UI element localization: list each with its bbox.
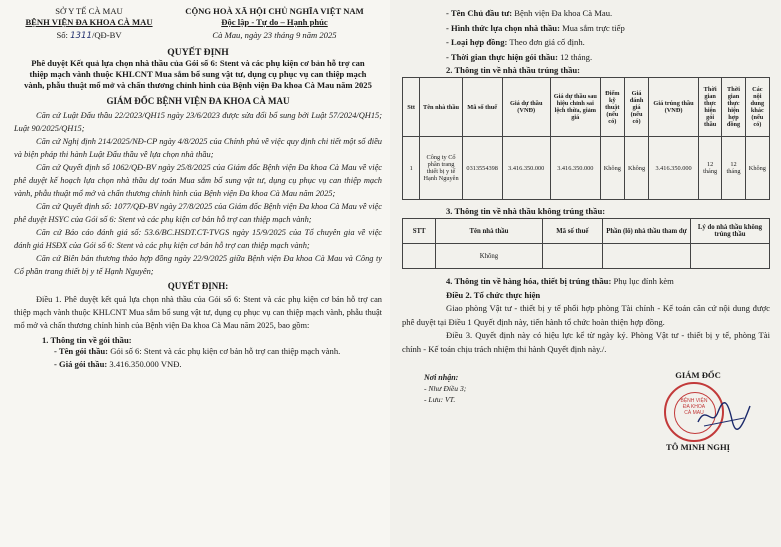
signer-name: TÔ MINH NGHỊ <box>666 442 730 452</box>
document-subject: Phê duyệt Kết quả lựa chọn nhà thầu của Gói số 6: Stent và các phụ kiện cơ bản hỗ trợ can thiệp mạch vành thuộc KHLCNT Mua sắm bổ sung vật tư, dụng cụ phục vụ can thiệp mạch vành, phẫu thuật mổ mở và chấn thương chỉnh hình của Bệnh viện Đa khoa Cà Mau năm 2025 <box>24 58 372 90</box>
cell-adjusted-price: 3.416.350.000 <box>550 137 600 200</box>
package-price-value: 3.416.350.000 VNĐ. <box>109 359 182 369</box>
section-4-value: Phụ lục đính kèm <box>613 276 674 286</box>
duration-value: 12 tháng. <box>560 51 593 62</box>
cell-bidder-name: Công ty Cổ phần trang thiết bị y tế Hạnh Nguyên <box>420 137 462 200</box>
winning-bidder-table <box>402 77 770 200</box>
owner-value: Bệnh viện Đa khoa Cà Mau. <box>514 8 613 18</box>
cell-lot <box>603 244 691 269</box>
th-stt: Stt <box>403 78 420 137</box>
table-row <box>403 244 770 269</box>
owner-row <box>446 6 770 21</box>
parent-agency: SỞ Y TẾ CÀ MAU <box>55 6 123 16</box>
section-4-label: 4. Thông tin về hàng hóa, thiết bị trúng thầu: <box>446 276 612 286</box>
hospital-name: BỆNH VIỆN ĐA KHOA CÀ MAU <box>25 17 153 27</box>
handwritten-signature <box>694 398 754 432</box>
country-name: CỘNG HOÀ XÃ HỘI CHỦ NGHĨA VIỆT NAM <box>185 6 364 16</box>
decision-heading: QUYẾT ĐỊNH: <box>167 281 229 291</box>
table-row <box>403 137 770 200</box>
legal-basis-5: Căn cứ Báo cáo đánh giá số: 53.6/BC.HSDT.CT-TVGS ngày 15/9/2025 của Tổ chuyên gia về việc đánh giá HSĐX của Gói số 6: Stent và các phụ kiện cơ bản hỗ trợ can thiệp mạch vành; <box>14 228 382 250</box>
package-name-value: Gói số 6: Stent và các phụ kiện cơ bản hỗ trợ can thiệp mạch vành. <box>110 346 341 356</box>
th-lot: Phần (lô) nhà thầu tham dự <box>603 219 691 244</box>
th-tax-code: Mã số thuế <box>462 78 502 137</box>
th-bid-price: Giá dự thầu (VNĐ) <box>502 78 550 137</box>
signer-title: GIÁM ĐỐC <box>675 370 721 380</box>
article-2-heading: Điều 2. Tổ chức thực hiện <box>446 289 541 300</box>
table-header-row <box>403 78 770 137</box>
cell-stt: 1 <box>403 137 420 200</box>
cell-bid-price: 3.416.350.000 <box>502 137 550 200</box>
contract-value: Theo đơn giá cố định. <box>509 37 585 47</box>
th-contract-duration: Thời gian thực hiện hợp đồng <box>722 78 745 137</box>
th-tax-code: Mã số thuế <box>542 219 602 244</box>
cell-evaluated-price: Không <box>624 137 648 200</box>
contract-row <box>446 35 770 50</box>
number-prefix: Số: <box>56 30 68 40</box>
legal-basis-2: Căn cứ Nghị định 214/2025/NĐ-CP ngày 4/8/2025 của Chính phủ về việc quy định chi tiết một số điều và biện pháp thi hành Luật Đấu thầu về lựa chọn nhà thầu; <box>14 137 382 159</box>
cell-bidder-name: Không <box>436 244 542 269</box>
cell-contract-duration: 12 tháng <box>722 137 745 200</box>
recipient-item: - Lưu: VT. <box>424 395 456 404</box>
left-page <box>0 0 390 547</box>
stamp-line: ĐA KHOA <box>682 404 706 410</box>
agency-block <box>14 6 164 28</box>
article-1: Điều 1. Phê duyệt kết quả lựa chọn nhà thầu của Gói số 6: Stent và các phụ kiện cơ bản hỗ trợ can thiệp mạch vành thuộc KHLCNT Mua sắm bổ sung vật tư, dụng cụ phục vụ can thiệp mạch vành, phẫu thuật mổ mở và chấn thương chỉnh hình của Bệnh viện Đa khoa Cà Mau năm 2025, bao gồm: <box>14 295 382 330</box>
legal-basis-6: Căn cứ Biên bản thương thảo hợp đồng ngày 22/9/2025 giữa Bệnh viện Đa khoa Cà Mau và Công ty Cổ phần trang thiết bị y tế Hạnh Nguyên; <box>14 254 382 276</box>
legal-basis-4: Căn cứ Quyết định số: 1077/QĐ-BV ngày 27/8/2025 của Giám đốc Bệnh viện Đa khoa Cà Mau về việc phê duyệt HSYC của Gói số 6: Stent và các phụ kiện cơ bản hỗ trợ can thiệp mạch vành; <box>14 202 382 224</box>
cell-winning-price: 3.416.350.000 <box>649 137 699 200</box>
stamp-line: BỆNH VIỆN <box>680 398 708 404</box>
cell-tax-code: 0313554398 <box>462 137 502 200</box>
number-suffix: /QĐ-BV <box>91 30 122 40</box>
section-3-heading: 3. Thông tin về nhà thầu không trúng thầu: <box>446 206 606 216</box>
package-name-label: - Tên gói thầu: <box>54 346 109 356</box>
legal-basis-1: Căn cứ Luật Đấu thầu 22/2023/QH15 ngày 23/6/2023 được sửa đổi bổ sung bởi Luật 57/2024/QH15; Luật 90/2025/QH15; <box>14 111 382 133</box>
recipient-item: - Như Điều 3; <box>424 384 467 393</box>
national-motto-block <box>167 6 382 28</box>
losing-bidder-table <box>402 218 770 269</box>
right-page <box>390 0 780 547</box>
th-evaluated-price: Giá đánh giá (nếu có) <box>624 78 648 137</box>
th-bidder-name: Tên nhà thầu <box>436 219 542 244</box>
document-number <box>14 30 164 41</box>
section-1-heading: 1. Thông tin về gói thầu: <box>42 335 132 345</box>
th-adjusted-price: Giá dự thầu sau hiệu chỉnh sai lệch thừa, giảm giá <box>550 78 600 137</box>
package-name-row <box>54 345 382 358</box>
method-row <box>446 21 770 36</box>
th-other: Các nội dung khác (nếu có) <box>745 78 769 137</box>
document-title: QUYẾT ĐỊNH <box>167 47 229 58</box>
duration-row <box>446 50 770 65</box>
handwritten-number: 1311 <box>70 31 92 41</box>
section-2-heading: 2. Thông tin về nhà thầu trúng thầu: <box>446 65 581 75</box>
document-header <box>14 6 382 28</box>
issuer-title: GIÁM ĐỐC BỆNH VIỆN ĐA KHOA CÀ MAU <box>106 96 290 106</box>
th-package-duration: Thời gian thực hiện gói thầu <box>698 78 721 137</box>
method-label: - Hình thức lựa chọn nhà thầu: <box>446 22 560 33</box>
th-winning-price: Giá trúng thầu (VNĐ) <box>649 78 699 137</box>
table-header-row <box>403 219 770 244</box>
recipients-title: Nơi nhận: <box>424 373 459 382</box>
duration-label: - Thời gian thực hiện gói thầu: <box>446 51 558 62</box>
article-2-text: Giao phòng Vật tư - thiết bị y tế phối hợp phòng Tài chính - Kế toán căn cứ nội dung được phê duyệt tại Điều 1 Quyết định này, tiến hành tổ chức hoàn thiện hợp đồng. <box>402 303 770 327</box>
owner-label: - Tên Chủ đầu tư: <box>446 8 513 18</box>
contract-label: - Loại hợp đồng: <box>446 37 508 47</box>
cell-reason <box>690 244 769 269</box>
th-reason: Lý do nhà thầu không trúng thầu <box>690 219 769 244</box>
cell-tax-code <box>542 244 602 269</box>
cell-stt <box>403 244 436 269</box>
article-3-text: Điều 3. Quyết định này có hiệu lực kể từ ngày ký. Phòng Vật tư - thiết bị y tế, phòng Tài chính - Kế toán chịu trách nhiệm thi hành Quyết định này./. <box>402 330 770 354</box>
th-stt: STT <box>403 219 436 244</box>
th-tech-score: Điểm kỹ thuật (nếu có) <box>600 78 624 137</box>
motto: Độc lập - Tự do – Hạnh phúc <box>221 17 328 27</box>
package-price-row <box>54 358 382 371</box>
number-date-line <box>14 30 382 41</box>
stamp-line: CÀ MAU <box>684 410 704 416</box>
cell-other: Không <box>745 137 769 200</box>
legal-basis-3: Căn cứ Quyết định số 1062/QĐ-BV ngày 25/8/2025 của Giám đốc Bệnh viện Đa khoa Cà Mau về việc phê duyệt kế hoạch lựa chọn nhà thầu dự toán Mua sắm bổ sung vật tư, dụng cụ phục vụ can thiệp mạch vành, phẫu thuật mổ mở và chấn thương chỉnh hình của Bệnh viện Đa khoa Cà Mau năm 2025; <box>14 163 382 198</box>
cell-package-duration: 12 tháng <box>698 137 721 200</box>
cell-tech-score: Không <box>600 137 624 200</box>
package-price-label: - Giá gói thầu: <box>54 359 108 369</box>
section-4-row <box>402 275 770 289</box>
document-date: Cà Mau, ngày 23 tháng 9 năm 2025 <box>212 30 337 40</box>
method-value: Mua sắm trực tiếp <box>562 22 625 33</box>
th-bidder-name: Tên nhà thầu <box>420 78 462 137</box>
signature-block <box>628 370 768 452</box>
